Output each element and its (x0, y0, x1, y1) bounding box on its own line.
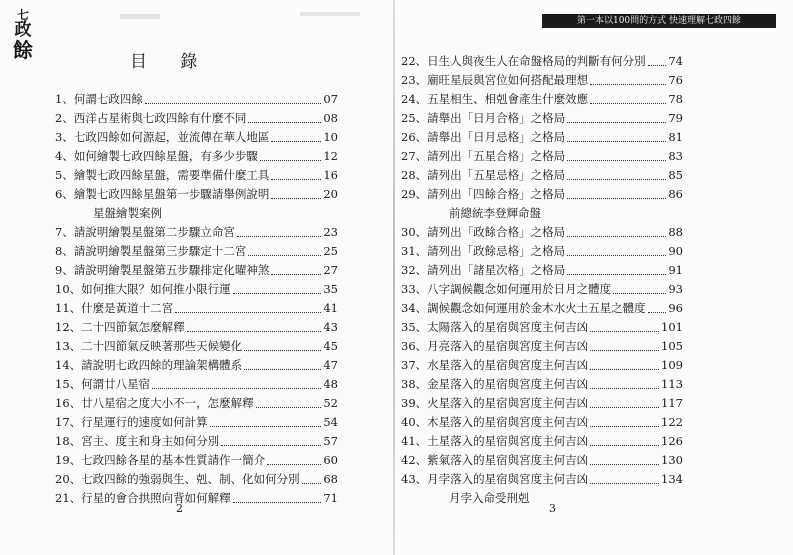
toc-entry-page: 68 (323, 472, 338, 486)
toc-entry-page: 10 (323, 130, 338, 144)
toc-entry-title: 17、行星運行的速度如何計算 (55, 415, 208, 429)
toc-subheading (401, 489, 683, 508)
dot-leader (248, 255, 321, 256)
toc-entry-page: 134 (661, 472, 683, 486)
toc-entry (401, 318, 683, 337)
toc-entry (55, 166, 338, 185)
toc-entry-page: 81 (668, 130, 683, 144)
toc-entry-title: 18、宮主、度主和身主如何分別 (55, 434, 220, 448)
dot-leader (175, 312, 321, 313)
toc-entry (401, 470, 683, 489)
toc-list-left (55, 90, 338, 508)
toc-entry (55, 451, 338, 470)
page-title: 目 錄 (130, 52, 212, 72)
dot-leader (567, 179, 666, 180)
toc-entry (55, 318, 338, 337)
toc-subheading (55, 204, 338, 223)
dot-leader (256, 407, 322, 408)
toc-entry (401, 166, 683, 185)
dot-leader (590, 445, 659, 446)
toc-entry-title: 27、請列出「五星合格」之格局 (401, 149, 566, 163)
toc-entry-title: 15、何謂廿八星宿 (55, 377, 151, 391)
toc-entry-title: 25、請舉出「日月合格」之格局 (401, 111, 566, 125)
dot-leader (187, 331, 322, 332)
toc-entry-title: 3、七政四餘如何源起，並流傳在華人地區 (55, 130, 270, 144)
toc-entry-page: 93 (668, 282, 683, 296)
toc-entry (401, 356, 683, 375)
toc-entry-page: 45 (323, 339, 338, 353)
dot-leader (590, 84, 666, 85)
logo-char: 七 (16, 8, 29, 22)
scan-smudge (120, 14, 160, 19)
toc-entry-title: 19、七政四餘各星的基本性質請作一簡介 (55, 453, 266, 467)
dot-leader (567, 122, 666, 123)
toc-entry-page: 27 (323, 263, 338, 277)
toc-entry-page: 78 (668, 92, 683, 106)
toc-entry (55, 109, 338, 128)
toc-entry-title: 38、金星落入的星宿與宮度主何吉凶 (401, 377, 589, 391)
toc-entry-page: 35 (323, 282, 338, 296)
toc-entry (55, 337, 338, 356)
toc-entry-page: 126 (661, 434, 683, 448)
dot-leader (567, 236, 666, 237)
toc-entry (401, 432, 683, 451)
toc-entry-title: 22、日生人與夜生人在命盤格局的判斷有何分別 (401, 54, 646, 68)
toc-entry (401, 71, 683, 90)
dot-leader (233, 293, 322, 294)
toc-entry-page: 79 (668, 111, 683, 125)
toc-entry-page: 76 (668, 73, 683, 87)
dot-leader (590, 369, 659, 370)
toc-entry (55, 413, 338, 432)
toc-entry-page: 96 (668, 301, 683, 315)
toc-entry (401, 223, 683, 242)
toc-list-right (401, 52, 683, 508)
toc-entry (55, 185, 338, 204)
toc-entry-title: 42、紫氣落入的星宿與宮度主何吉凶 (401, 453, 589, 467)
toc-entry-page: 71 (323, 491, 338, 505)
logo-char: 餘 (13, 38, 33, 62)
toc-entry-title: 30、請列出「政餘合格」之格局 (401, 225, 566, 239)
toc-entry-page: 16 (323, 168, 338, 182)
toc-entry-page: 07 (323, 92, 338, 106)
toc-entry-page: 25 (323, 244, 338, 258)
toc-entry (401, 299, 683, 318)
toc-entry-title: 4、如何繪製七政四餘星盤，有多少步驟 (55, 149, 258, 163)
toc-entry-page: 83 (668, 149, 683, 163)
dot-leader (248, 122, 321, 123)
toc-entry-title: 5、繪製七政四餘星盤，需要準備什麼工具 (55, 168, 270, 182)
dot-leader (271, 141, 321, 142)
toc-entry (401, 280, 683, 299)
toc-entry-title: 23、廟旺星辰與宮位如何搭配最理想 (401, 73, 589, 87)
toc-entry-page: 54 (323, 415, 338, 429)
toc-entry (401, 147, 683, 166)
dot-leader (590, 388, 659, 389)
toc-entry-page: 41 (323, 301, 338, 315)
toc-entry-title: 29、請列出「四餘合格」之格局 (401, 187, 566, 201)
dot-leader (648, 312, 667, 313)
toc-entry (401, 185, 683, 204)
toc-entry-page: 23 (323, 225, 338, 239)
toc-entry (401, 413, 683, 432)
toc-entry-title: 43、月孛落入的星宿與宮度主何吉凶 (401, 472, 589, 486)
toc-entry (401, 394, 683, 413)
toc-entry-title: 2、西洋占星術與七政四餘有什麼不同 (55, 111, 247, 125)
dot-leader (567, 141, 666, 142)
dot-leader (590, 426, 659, 427)
toc-entry-title: 20、七政四餘的強弱與生、剋、制、化如何分別 (55, 472, 300, 486)
toc-entry (55, 147, 338, 166)
toc-entry (55, 128, 338, 147)
toc-entry-title: 8、請說明繪製星盤第三步驟定十二宮 (55, 244, 247, 258)
toc-entry-title: 9、請說明繪製星盤第五步驟排定化曜神煞 (55, 263, 270, 277)
page-number: 3 (549, 502, 556, 515)
toc-entry (401, 90, 683, 109)
dot-leader (590, 103, 666, 104)
toc-entry (401, 375, 683, 394)
toc-entry-title: 36、月亮落入的星宿與宮度主何吉凶 (401, 339, 589, 353)
dot-leader (613, 293, 666, 294)
running-header: 第一本以100問的方式 快速理解七政四餘 (542, 14, 776, 28)
toc-entry-page: 43 (323, 320, 338, 334)
toc-entry-page: 12 (323, 149, 338, 163)
toc-entry-title: 月孛入命受刑剋 (449, 491, 530, 505)
toc-entry-page: 122 (661, 415, 683, 429)
toc-entry-page: 117 (661, 396, 683, 410)
dot-leader (648, 65, 667, 66)
page-number: 2 (176, 502, 183, 515)
dot-leader (590, 350, 659, 351)
logo-char: 政 (14, 20, 32, 40)
toc-entry-title: 28、請列出「五星忌格」之格局 (401, 168, 566, 182)
right-page (397, 0, 793, 555)
toc-entry-title: 前總統李登輝命盤 (449, 206, 541, 220)
toc-entry-title: 35、太陽落入的星宿與宮度主何吉凶 (401, 320, 589, 334)
toc-entry-title: 24、五星相生、相剋會產生什麼效應 (401, 92, 589, 106)
dot-leader (567, 160, 666, 161)
toc-entry-title: 12、二十四節氣怎麼解釋 (55, 320, 185, 334)
toc-entry (55, 489, 338, 508)
toc-entry-page: 08 (323, 111, 338, 125)
toc-entry-title: 6、繪製七政四餘星盤第一步驟請舉例說明 (55, 187, 270, 201)
toc-entry-page: 20 (323, 187, 338, 201)
toc-entry-page: 48 (323, 377, 338, 391)
toc-entry-page: 101 (661, 320, 683, 334)
dot-leader (152, 388, 321, 389)
toc-subheading (401, 204, 683, 223)
toc-entry-title: 11、什麼是黃道十二宮 (55, 301, 174, 315)
toc-entry (55, 470, 338, 489)
toc-entry-title: 34、調候觀念如何運用於金木水火土五星之體度 (401, 301, 646, 315)
toc-entry (401, 242, 683, 261)
dot-leader (567, 274, 666, 275)
toc-entry-page: 91 (668, 263, 683, 277)
toc-entry-title: 32、請列出「諸星次格」之格局 (401, 263, 566, 277)
toc-entry (401, 337, 683, 356)
book-logo (6, 8, 40, 61)
toc-entry-title: 13、二十四節氣反映著那些天候變化 (55, 339, 243, 353)
toc-entry-page: 57 (323, 434, 338, 448)
book-spine (393, 0, 395, 555)
toc-entry-page: 113 (661, 377, 683, 391)
toc-entry (55, 90, 338, 109)
toc-entry-page: 88 (668, 225, 683, 239)
toc-entry-title: 星盤繪製案例 (93, 206, 162, 220)
dot-leader (271, 179, 321, 180)
dot-leader (267, 464, 321, 465)
toc-entry (401, 52, 683, 71)
toc-entry (55, 356, 338, 375)
dot-leader (567, 255, 666, 256)
toc-entry (55, 280, 338, 299)
toc-entry (55, 261, 338, 280)
toc-entry (401, 128, 683, 147)
dot-leader (271, 198, 321, 199)
toc-entry-title: 31、請列出「政餘忌格」之格局 (401, 244, 566, 258)
toc-entry-title: 37、水星落入的星宿與宮度主何吉凶 (401, 358, 589, 372)
dot-leader (244, 369, 321, 370)
toc-entry-page: 130 (661, 453, 683, 467)
dot-leader (590, 483, 659, 484)
toc-entry-page: 85 (668, 168, 683, 182)
scan-smudge (300, 12, 360, 16)
dot-leader (244, 350, 321, 351)
toc-entry (401, 109, 683, 128)
toc-entry (401, 261, 683, 280)
toc-entry-page: 105 (661, 339, 683, 353)
toc-entry-page: 90 (668, 244, 683, 258)
toc-entry-title: 41、土星落入的星宿與宮度主何吉凶 (401, 434, 589, 448)
toc-entry-title: 16、廿八星宿之度大小不一，怎麼解釋 (55, 396, 254, 410)
toc-entry (55, 432, 338, 451)
toc-entry-page: 86 (668, 187, 683, 201)
toc-entry-title: 33、八字調候觀念如何運用於日月之體度 (401, 282, 612, 296)
toc-entry-page: 52 (323, 396, 338, 410)
toc-entry-title: 1、何謂七政四餘 (55, 92, 143, 106)
dot-leader (221, 445, 321, 446)
toc-entry-title: 7、請說明繪製星盤第二步驟立命宮 (55, 225, 235, 239)
toc-entry-page: 109 (661, 358, 683, 372)
dot-leader (590, 331, 659, 332)
dot-leader (271, 274, 321, 275)
toc-entry-title: 40、木星落入的星宿與宮度主何吉凶 (401, 415, 589, 429)
toc-entry (55, 394, 338, 413)
toc-entry (55, 223, 338, 242)
toc-entry-page: 60 (323, 453, 338, 467)
dot-leader (233, 502, 322, 503)
dot-leader (237, 236, 322, 237)
dot-leader (145, 103, 322, 104)
dot-leader (567, 198, 666, 199)
toc-entry (55, 299, 338, 318)
toc-entry (401, 451, 683, 470)
toc-entry-title: 26、請舉出「日月忌格」之格局 (401, 130, 566, 144)
toc-entry-title: 10、如何推大限？如何推小限行運 (55, 282, 231, 296)
toc-entry-title: 39、火星落入的星宿與宮度主何吉凶 (401, 396, 589, 410)
dot-leader (590, 464, 659, 465)
left-page (0, 0, 396, 555)
toc-entry-page: 47 (323, 358, 338, 372)
dot-leader (302, 483, 322, 484)
toc-entry-title: 14、請說明七政四餘的理論架構體系 (55, 358, 243, 372)
dot-leader (590, 407, 659, 408)
toc-entry-title: 21、行星的會合拱照向背如何解釋 (55, 491, 231, 505)
toc-entry-page: 74 (668, 54, 683, 68)
dot-leader (210, 426, 322, 427)
dot-leader (260, 160, 322, 161)
toc-entry (55, 242, 338, 261)
toc-entry (55, 375, 338, 394)
